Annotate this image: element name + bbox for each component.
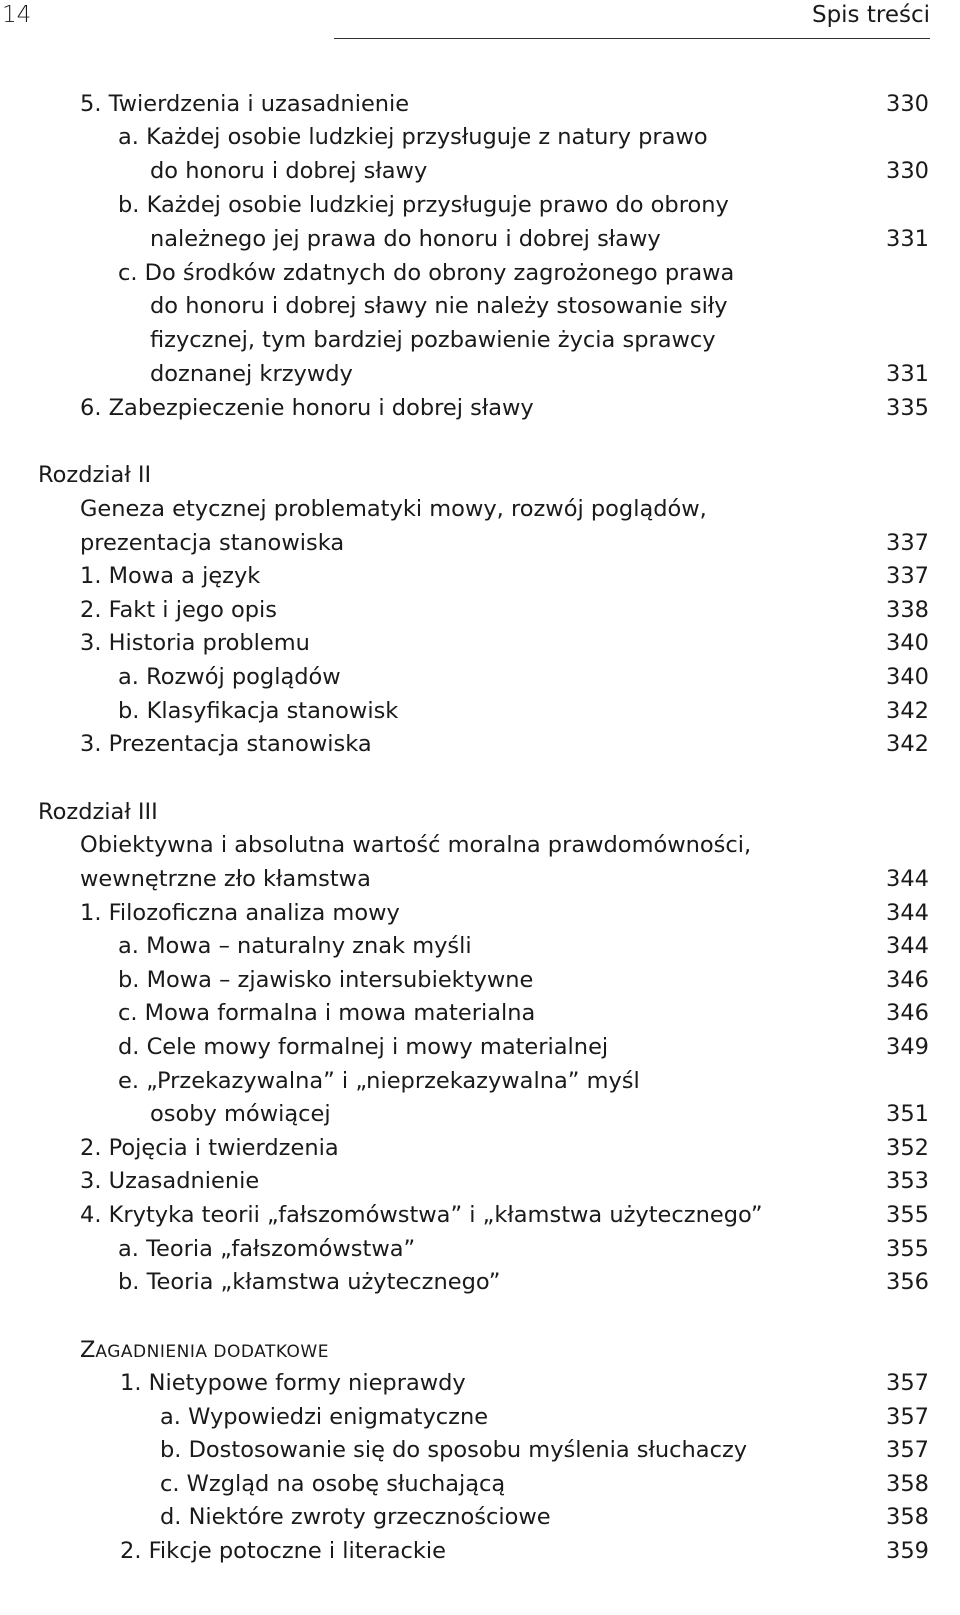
toc-entry-page: 351 [886,1101,929,1127]
toc-entry-title: 2. Fikcje potoczne i literackie [120,1538,446,1564]
toc-entry-page: 344 [886,900,929,926]
toc-entry-page: 359 [886,1538,929,1564]
toc-entry-title: b. Klasyfikacja stanowisk [118,698,399,724]
toc-entry-title: 3. Uzasadnienie [80,1168,260,1194]
toc-entry-page: 358 [886,1471,929,1497]
toc-entry-page: 331 [886,361,929,387]
toc-entry-page: 338 [886,597,929,623]
toc-entry-page: 337 [886,563,929,589]
toc-entry-page: 344 [886,933,929,959]
toc-entry-page: 342 [886,698,929,724]
toc-entry-title: a. Wypowiedzi enigmatyczne [160,1404,489,1430]
toc-entry-title: 2. Fakt i jego opis [80,597,278,623]
toc-entry-title: c. Mowa formalna i mowa materialna [118,1000,536,1026]
toc-entry-title: Obiektywna i absolutna wartość moralna prawdomówności, [80,832,752,858]
toc-entry-title: do honoru i dobrej sławy nie należy stosowanie siły [150,293,728,319]
toc-entry-title: e. „Przekazywalna” i „nieprzekazywalna” myśl [118,1068,640,1094]
toc-entry-page: 358 [886,1504,929,1530]
toc-entry-title: b. Każdej osobie ludzkiej przysługuje prawo do obrony [118,192,729,218]
toc-entry-page: 340 [886,664,929,690]
toc-entry-page: 346 [886,967,929,993]
running-title: Spis treści [811,2,930,28]
toc-entry-page: 330 [886,158,929,184]
toc-entry-title: fizycznej, tym bardziej pozbawienie życia sprawcy [150,327,716,353]
toc-entry-page: 357 [886,1370,929,1396]
toc-entry-title: 3. Historia problemu [80,630,310,656]
toc-entry-title: 2. Pojęcia i twierdzenia [80,1135,339,1161]
header-rule [334,38,930,39]
toc-entry-page: 353 [886,1168,929,1194]
toc-entry-page: 342 [886,731,929,757]
page-header [0,0,960,40]
toc-entry-title: 4. Krytyka teorii „fałszomówstwa” i „kłamstwa użytecznego” [80,1202,763,1228]
toc-entry-title: 3. Prezentacja stanowiska [80,731,372,757]
toc-entry-title: doznanej krzywdy [150,361,353,387]
toc-entry-title: 6. Zabezpieczenie honoru i dobrej sławy [80,395,534,421]
toc-entry-title: d. Cele mowy formalnej i mowy materialnej [118,1034,609,1060]
toc-entry-page: 355 [886,1202,929,1228]
toc-entry-title: b. Dostosowanie się do sposobu myślenia słuchaczy [160,1437,748,1463]
toc-entry-page: 346 [886,1000,929,1026]
toc-entry-title: osoby mówiącej [150,1101,331,1127]
toc-entry-page: 340 [886,630,929,656]
page-number: 14 [2,2,32,28]
toc-entry-page: 352 [886,1135,929,1161]
toc-entry-title: do honoru i dobrej sławy [150,158,428,184]
toc-entry-title: należnego jej prawa do honoru i dobrej sławy [150,226,661,252]
toc-entry-title: b. Teoria „kłamstwa użytecznego” [118,1269,501,1295]
toc-entry-page: 355 [886,1236,929,1262]
toc-entry-title: Rozdział II [38,462,152,488]
toc-entry-page: 357 [886,1404,929,1430]
toc-entry-title: 5. Twierdzenia i uzasadnienie [80,91,410,117]
toc-entry-title: a. Każdej osobie ludzkiej przysługuje z natury prawo [118,124,708,150]
toc-entry-title: ZAGADNIENIA DODATKOWE [80,1337,329,1363]
toc-entry-page: 330 [886,91,929,117]
toc-entry-title: Geneza etycznej problematyki mowy, rozwój poglądów, [80,496,707,522]
toc-entry-title: 1. Mowa a język [80,563,261,589]
toc-entry-title: c. Wzgląd na osobę słuchającą [160,1471,506,1497]
toc-entry-title: 1. Filozoficzna analiza mowy [80,900,400,926]
toc-entry-title: a. Rozwój poglądów [118,664,341,690]
toc-entry-title: d. Niektóre zwroty grzecznościowe [160,1504,551,1530]
toc-entry-page: 356 [886,1269,929,1295]
toc-entry-title: b. Mowa – zjawisko intersubiektywne [118,967,534,993]
toc-entry-title: wewnętrzne zło kłamstwa [80,866,371,892]
toc-entry-page: 344 [886,866,929,892]
toc-entry-page: 349 [886,1034,929,1060]
toc-entry-page: 331 [886,226,929,252]
toc-entry-title: Rozdział III [38,799,158,825]
toc-entry-page: 335 [886,395,929,421]
toc-entry-title: a. Teoria „fałszomówstwa” [118,1236,416,1262]
toc-entry-title: 1. Nietypowe formy nieprawdy [120,1370,466,1396]
toc-entry-title: a. Mowa – naturalny znak myśli [118,933,472,959]
toc-entry-page: 337 [886,530,929,556]
toc-entry-title: c. Do środków zdatnych do obrony zagrożonego prawa [118,260,735,286]
toc-entry-page: 357 [886,1437,929,1463]
toc-entry-title: prezentacja stanowiska [80,530,345,556]
